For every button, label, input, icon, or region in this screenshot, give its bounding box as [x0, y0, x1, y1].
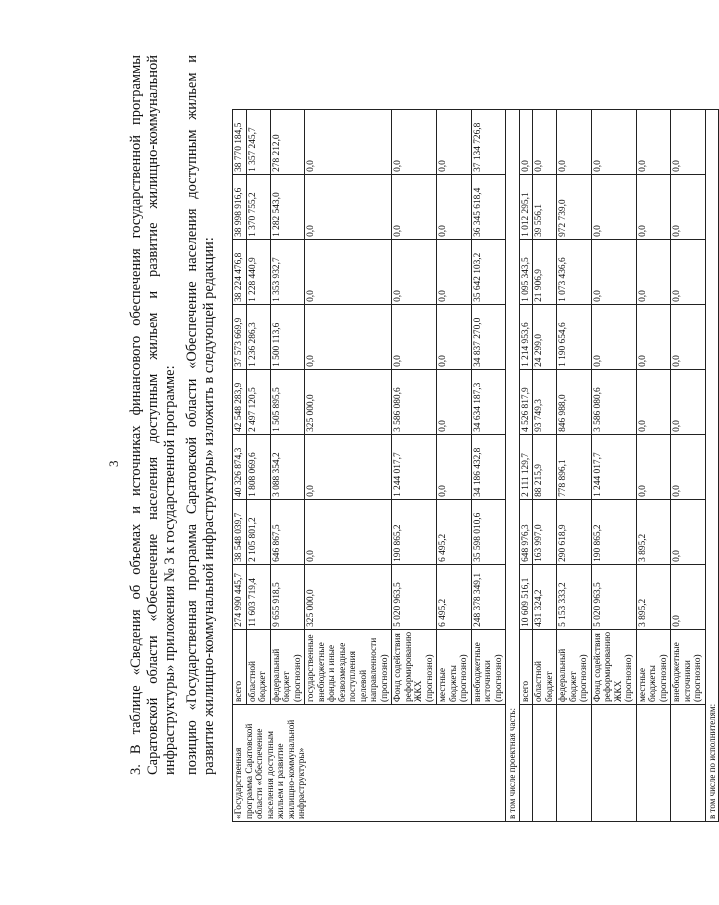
- value-cell: 6 495,2: [437, 564, 472, 629]
- empty-program-cell: [591, 705, 636, 822]
- value-cell: 0,0: [392, 109, 437, 174]
- value-cell: 42 548 283,9: [233, 369, 247, 434]
- value-cell: 431 324,2: [533, 564, 557, 629]
- project-section-row: [506, 109, 520, 821]
- value-cell: 2 105 801,2: [246, 499, 270, 564]
- value-cell: 0,0: [519, 109, 533, 174]
- program-name-cell: «Государственная программа Саратовской области «Обеспечение населения доступным жильем и развитие жилищно-коммунальной инфраструктуры»: [233, 705, 506, 822]
- value-cell: 5 020 963,5: [591, 564, 636, 629]
- funding-source-cell: всего: [519, 629, 533, 704]
- value-cell: 1 236 286,3: [246, 304, 270, 369]
- value-cell: 88 215,9: [533, 434, 557, 499]
- value-cell: 9 655 918,5: [270, 564, 305, 629]
- table-row: [557, 109, 592, 821]
- value-cell: 0,0: [437, 304, 472, 369]
- funding-source-cell: Фонд содействия реформированию ЖКХ (прогнозно): [392, 629, 437, 704]
- value-cell: 0,0: [533, 109, 557, 174]
- value-cell: 1 808 069,6: [246, 434, 270, 499]
- value-cell: 0,0: [636, 174, 671, 239]
- value-cell: 0,0: [671, 109, 706, 174]
- funding-source-cell: местные бюджеты (прогнозно): [437, 629, 472, 704]
- value-cell: 1 095 343,5: [519, 239, 533, 304]
- value-cell: 3 895,2: [636, 564, 671, 629]
- value-cell: 325 000,0: [305, 369, 392, 434]
- value-cell: 21 906,9: [533, 239, 557, 304]
- value-cell: 1 228 440,9: [246, 239, 270, 304]
- value-cell: 1 282 543,0: [270, 174, 305, 239]
- funding-source-cell: федеральный бюджет (прогнозно): [557, 629, 592, 704]
- value-cell: 0,0: [636, 434, 671, 499]
- value-cell: 0,0: [671, 564, 706, 629]
- financing-table: [232, 109, 719, 822]
- value-cell: 1 012 295,1: [519, 174, 533, 239]
- value-cell: 0,0: [636, 304, 671, 369]
- value-cell: 0,0: [671, 304, 706, 369]
- table-row: [233, 109, 247, 821]
- funding-source-cell: Фонд содействия реформированию ЖКХ (прогнозно): [591, 629, 636, 704]
- value-cell: 0,0: [671, 239, 706, 304]
- value-cell: 1 073 436,6: [557, 239, 592, 304]
- rotated-document-sheet: [100, 27, 717, 867]
- value-cell: 0,0: [305, 434, 392, 499]
- value-cell: 0,0: [437, 369, 472, 434]
- value-cell: 34 634 187,3: [471, 369, 506, 434]
- value-cell: 0,0: [557, 109, 592, 174]
- value-cell: 4 526 817,9: [519, 369, 533, 434]
- funding-source-cell: областной бюджет: [533, 629, 557, 704]
- value-cell: 11 603 719,4: [246, 564, 270, 629]
- value-cell: 2 497 120,5: [246, 369, 270, 434]
- value-cell: 5 153 333,2: [557, 564, 592, 629]
- value-cell: 846 988,0: [557, 369, 592, 434]
- value-cell: 38 770 184,5: [233, 109, 247, 174]
- value-cell: 0,0: [392, 174, 437, 239]
- value-cell: 3 088 354,2: [270, 434, 305, 499]
- value-cell: 34 837 270,0: [471, 304, 506, 369]
- value-cell: 93 749,3: [533, 369, 557, 434]
- value-cell: 646 867,5: [270, 499, 305, 564]
- funding-source-cell: внебюджетные источники (прогнозно): [471, 629, 506, 704]
- value-cell: 163 997,0: [533, 499, 557, 564]
- intro-paragraph-1: 3. В таблице «Сведения об объемах и источниках финансового обеспечения государственной программы Саратовской области «Обеспечение населения доступным жильем и развитие жилищно-коммунальной инфраструктуры» приложения № 3 к государственной программе:: [128, 55, 178, 775]
- table-row: [636, 109, 671, 821]
- value-cell: 5 020 963,5: [392, 564, 437, 629]
- value-cell: 1 505 895,5: [270, 369, 305, 434]
- value-cell: 290 618,9: [557, 499, 592, 564]
- value-cell: 1 357 245,7: [246, 109, 270, 174]
- funding-source-cell: всего: [233, 629, 247, 704]
- value-cell: 0,0: [591, 304, 636, 369]
- value-cell: 0,0: [591, 109, 636, 174]
- value-cell: 0,0: [636, 239, 671, 304]
- value-cell: 0,0: [671, 369, 706, 434]
- value-cell: 2 111 129,7: [519, 434, 533, 499]
- intro-paragraph-2: позицию «Государственная программа Саратовской области «Обеспечение населения доступным жильем и развитие жилищно-коммунальной инфраструктуры» изложить в следующей редакции:: [184, 55, 217, 775]
- value-cell: 648 976,3: [519, 499, 533, 564]
- value-cell: 778 896,1: [557, 434, 592, 499]
- value-cell: 0,0: [392, 239, 437, 304]
- table-row: [519, 109, 533, 821]
- value-cell: 1 500 113,6: [270, 304, 305, 369]
- value-cell: 3 895,2: [636, 499, 671, 564]
- empty-program-cell: [671, 705, 706, 822]
- empty-program-cell: [557, 705, 592, 822]
- value-cell: 38 224 476,8: [233, 239, 247, 304]
- value-cell: 0,0: [305, 174, 392, 239]
- value-cell: 325 000,0: [305, 564, 392, 629]
- value-cell: 0,0: [437, 174, 472, 239]
- value-cell: 0,0: [671, 434, 706, 499]
- funding-source-cell: областной бюджет: [246, 629, 270, 704]
- value-cell: 0,0: [591, 239, 636, 304]
- value-cell: 248 378 349,1: [471, 564, 506, 629]
- executors-section-row: [705, 109, 719, 821]
- value-cell: 0,0: [636, 109, 671, 174]
- value-cell: 34 186 432,8: [471, 434, 506, 499]
- value-cell: 38 548 039,7: [233, 499, 247, 564]
- value-cell: 190 865,2: [591, 499, 636, 564]
- executors-section-row-label: в том числе по исполнителям:: [705, 109, 719, 821]
- table-row: [671, 109, 706, 821]
- project-section-row-label: в том числе проектная часть:: [506, 109, 520, 821]
- funding-source-cell: государственные внебюджетные фонды и иные безвозмездные поступления целевой направленности (прогнозно): [305, 629, 392, 704]
- value-cell: 1 353 932,7: [270, 239, 305, 304]
- value-cell: 0,0: [671, 499, 706, 564]
- value-cell: 24 299,0: [533, 304, 557, 369]
- table-row: [533, 109, 557, 821]
- value-cell: 0,0: [636, 369, 671, 434]
- value-cell: 3 586 080,6: [591, 369, 636, 434]
- value-cell: 36 345 618,4: [471, 174, 506, 239]
- value-cell: 0,0: [591, 174, 636, 239]
- value-cell: 10 609 516,1: [519, 564, 533, 629]
- value-cell: 1 370 755,2: [246, 174, 270, 239]
- table-row: [591, 109, 636, 821]
- funding-source-cell: федеральный бюджет (прогнозно): [270, 629, 305, 704]
- value-cell: 35 598 010,6: [471, 499, 506, 564]
- value-cell: 37 573 669,9: [233, 304, 247, 369]
- value-cell: 972 739,0: [557, 174, 592, 239]
- value-cell: 1 244 017,7: [392, 434, 437, 499]
- value-cell: 38 998 916,6: [233, 174, 247, 239]
- value-cell: 0,0: [305, 109, 392, 174]
- value-cell: 35 642 103,2: [471, 239, 506, 304]
- value-cell: 278 212,0: [270, 109, 305, 174]
- value-cell: 6 495,2: [437, 499, 472, 564]
- value-cell: 1 214 953,6: [519, 304, 533, 369]
- page-number: 3: [106, 460, 121, 467]
- empty-program-cell: [519, 705, 533, 822]
- value-cell: 0,0: [305, 304, 392, 369]
- funding-source-cell: местные бюджеты (прогнозно): [636, 629, 671, 704]
- value-cell: 274 990 445,7: [233, 564, 247, 629]
- value-cell: 0,0: [305, 239, 392, 304]
- value-cell: 1 244 017,7: [591, 434, 636, 499]
- value-cell: 0,0: [437, 239, 472, 304]
- value-cell: 0,0: [671, 174, 706, 239]
- value-cell: 1 190 654,6: [557, 304, 592, 369]
- value-cell: 40 326 874,3: [233, 434, 247, 499]
- empty-program-cell: [533, 705, 557, 822]
- value-cell: 0,0: [392, 304, 437, 369]
- empty-program-cell: [636, 705, 671, 822]
- value-cell: 39 556,1: [533, 174, 557, 239]
- funding-source-cell: внебюджетные источники (прогнозно): [671, 629, 706, 704]
- value-cell: 0,0: [305, 499, 392, 564]
- value-cell: 3 586 080,6: [392, 369, 437, 434]
- value-cell: 0,0: [437, 434, 472, 499]
- value-cell: 37 134 726,8: [471, 109, 506, 174]
- value-cell: 190 865,2: [392, 499, 437, 564]
- value-cell: 0,0: [437, 109, 472, 174]
